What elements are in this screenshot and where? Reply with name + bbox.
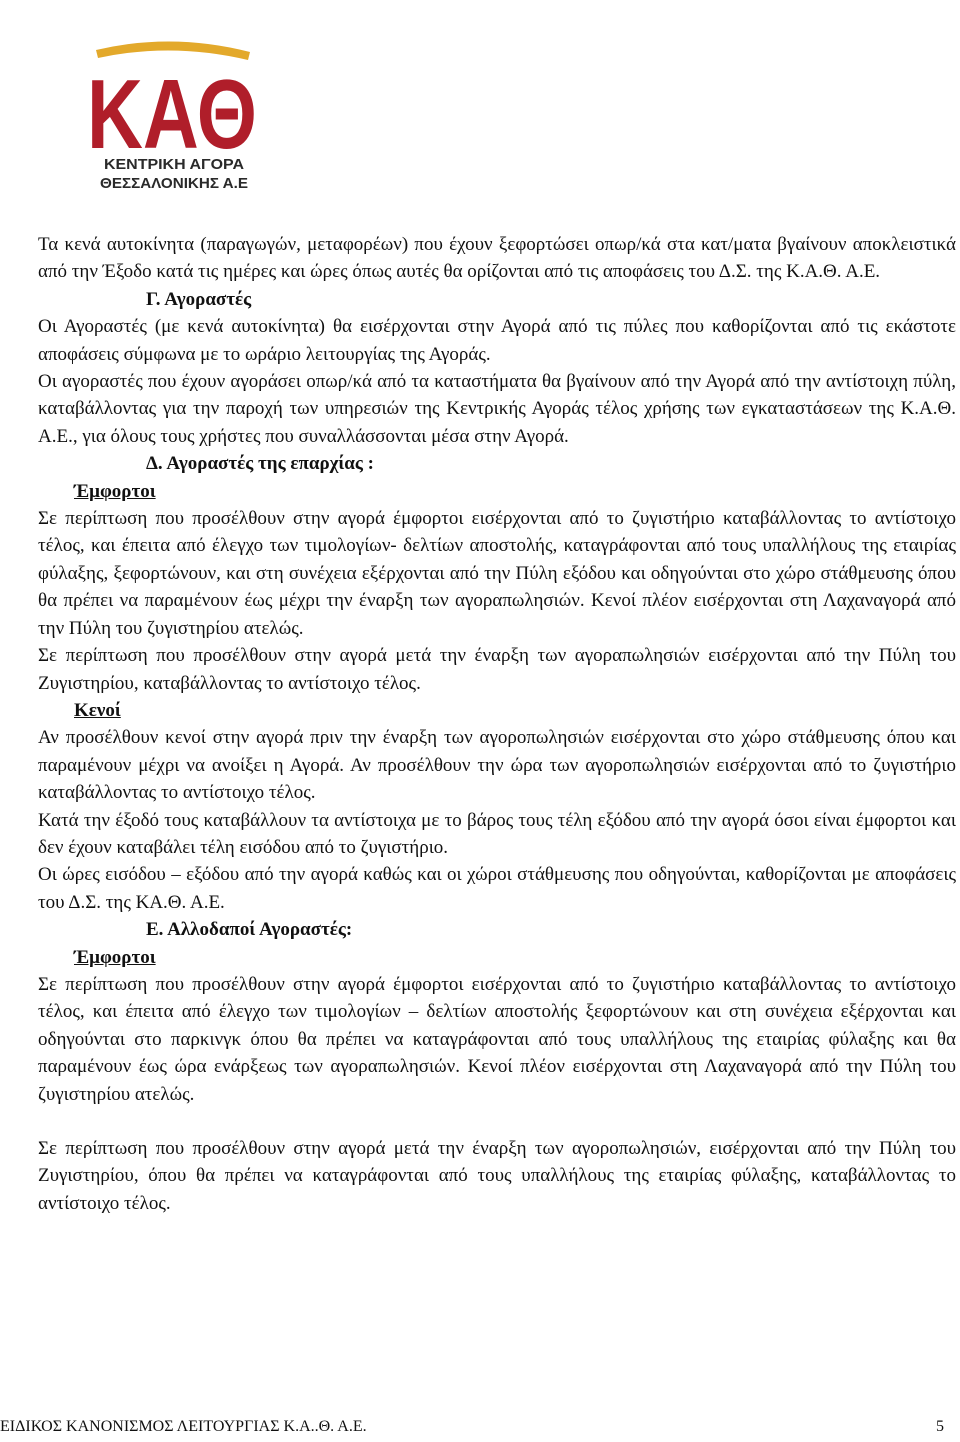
logo-line-1: ΚΕΝΤΡΙΚΗ ΑΓΟΡΑ	[104, 156, 245, 173]
subheading-loaded-provincial: Έμφορτοι	[74, 480, 156, 502]
logo-line-2: ΘΕΣΣΑΛΟΝΙΚΗΣ Α.Ε	[100, 175, 248, 192]
subheading-empty: Κενοί	[74, 699, 121, 721]
paragraph-foreign-late: Σε περίπτωση που προσέλθουν στην αγορά μετά την έναρξη των αγοροπωλησιών, εισέρχονται από την Πύλη του Ζυγιστηρίου, όπου θα πρέπει να καταγράφονται από τους υπαλλήλους της εταιρίας φύλαξης, καταβάλλοντας το αντίστοιχο τέλος.	[38, 1138, 956, 1214]
paragraph-empty-vehicles-exit: Τα κενά αυτοκίνητα (παραγωγών, μεταφορέων) που έχουν ξεφορτώσει οπωρ/κά στα κατ/ματα βγαίνουν αποκλειστικά από την Έξοδο κατά τις ημέρες και ώρες όπως αυτές θα ορίζονται από τις αποφάσεις του Δ.Σ. της Κ.Α.Θ. Α.Ε.	[38, 234, 956, 283]
logo-letters: ΚΑΘ	[87, 59, 257, 169]
paragraph-buyers-exit-fee: Οι αγοραστές που έχουν αγοράσει οπωρ/κά από τα καταστήματα θα βγαίνουν από την Αγορά από την αντίστοιχη πύλη, καταβάλλοντας για την παροχή των υπηρεσιών της Κεντρικής Αγοράς τέλος χρήσης των εγκαταστάσεων της Κ.Α.Θ. Α.Ε., για όλους τους χρήστες που συναλλάσσονται μέσα στην Αγορά.	[38, 371, 956, 447]
paragraph-provincial-late: Σε περίπτωση που προσέλθουν στην αγορά μετά την έναρξη των αγοραπωλησιών εισέρχονται από την Πύλη του Ζυγιστηρίου, καταβάλλοντας το αντίστοιχο τέλος.	[38, 645, 956, 694]
subheading-loaded-foreign: Έμφορτοι	[74, 946, 156, 968]
document-body	[38, 231, 956, 1217]
paragraph-empty-arrival: Αν προσέλθουν κενοί στην αγορά πριν την έναρξη των αγοροπωλησιών εισέρχονται στο χώρο στάθμευσης όπου και παραμένουν μέχρι να ανοίξει η Αγορά. Αν προσέλθουν την ώρα των αγοροπωλησιών εισέρχονται από το ζυγιστήριο καταβάλλοντας το αντίστοιχο τέλος.	[38, 727, 956, 804]
paragraph-foreign-loaded: Σε περίπτωση που προσέλθουν στην αγορά έμφορτοι εισέρχονται από το ζυγιστήριο καταβάλλοντας το αντίστοιχο τέλος, και έπειτα από έλεγχο των τιμολογίων – δελτίων αποστολής ξεφορτώνουν και στη συνέχεια εξέρχονται και οδηγούνται στο παρκινγκ όπου θα πρέπει να καταγράφονται από τους υπαλλήλους της εταιρίας φύλαξης και θα παραμένουν έως ώρα ενάρξεως των αγοραπωλησιών. Κενοί πλέον εισέρχονται στη Λαχαναγορά από την Πύλη του ζυγιστηρίου ατελώς.	[38, 973, 956, 1105]
paragraph-hours-parking: Οι ώρες εισόδου – εξόδου από την αγορά καθώς και οι χώροι στάθμευσης που οδηγούνται, καθορίζονται με αποφάσεις του Δ.Σ. της ΚΑ.Θ. Α.Ε.	[38, 864, 956, 913]
logo-gold-arc	[96, 41, 250, 60]
heading-buyers: Γ. Αγοραστές	[146, 288, 252, 310]
paragraph-provincial-loaded: Σε περίπτωση που προσέλθουν στην αγορά έμφορτοι εισέρχονται από το ζυγιστήριο καταβάλλοντας το αντίστοιχο τέλος, και έπειτα από έλεγχο των τιμολογίων- δελτίων αποστολής, καταγράφονται από τους υπαλλήλους της εταιρίας φύλαξης, ξεφορτώνουν, και στη συνέχεια εξέρχονται από την Πύλη εξόδου και οδηγούνται στο χώρο στάθμευσης όπου θα πρέπει να παραμένουν έως μέχρι την έναρξη των αγοραπωλησιών. Κενοί πλέον εισέρχονται στη Λαχαναγορά από την Πύλη του ζυγιστηρίου ατελώς.	[38, 508, 956, 639]
page-footer	[0, 1418, 944, 1436]
footer-title: ΕΙΔΙΚΟΣ ΚΑΝΟΝΙΣΜΟΣ ΛΕΙΤΟΥΡΓΙΑΣ Κ.Α..Θ. Α.Ε.	[0, 1418, 367, 1435]
heading-provincial-buyers: Δ. Αγοραστές της επαρχίας :	[146, 453, 374, 475]
heading-foreign-buyers: Ε. Αλλοδαποί Αγοραστές:	[146, 919, 353, 941]
kath-logo	[82, 36, 262, 196]
paragraph-buyers-entry: Οι Αγοραστές (με κενά αυτοκίνητα) θα εισέρχονται στην Αγορά από τις πύλες που καθορίζονται από τις εκάστοτε αποφάσεις σύμφωνα με το ωράριο λειτουργίας της Αγοράς.	[38, 316, 956, 365]
page-number: 5	[936, 1418, 944, 1435]
paragraph-exit-weight-fees: Κατά την έξοδό τους καταβάλλουν τα αντίστοιχα με το βάρος τους τέλη εξόδου από την αγορά όσοι είναι έμφορτοι και δεν έχουν καταβάλει τέλη εισόδου από το ζυγιστήριο.	[38, 809, 956, 858]
paragraph-gap	[38, 1108, 956, 1135]
